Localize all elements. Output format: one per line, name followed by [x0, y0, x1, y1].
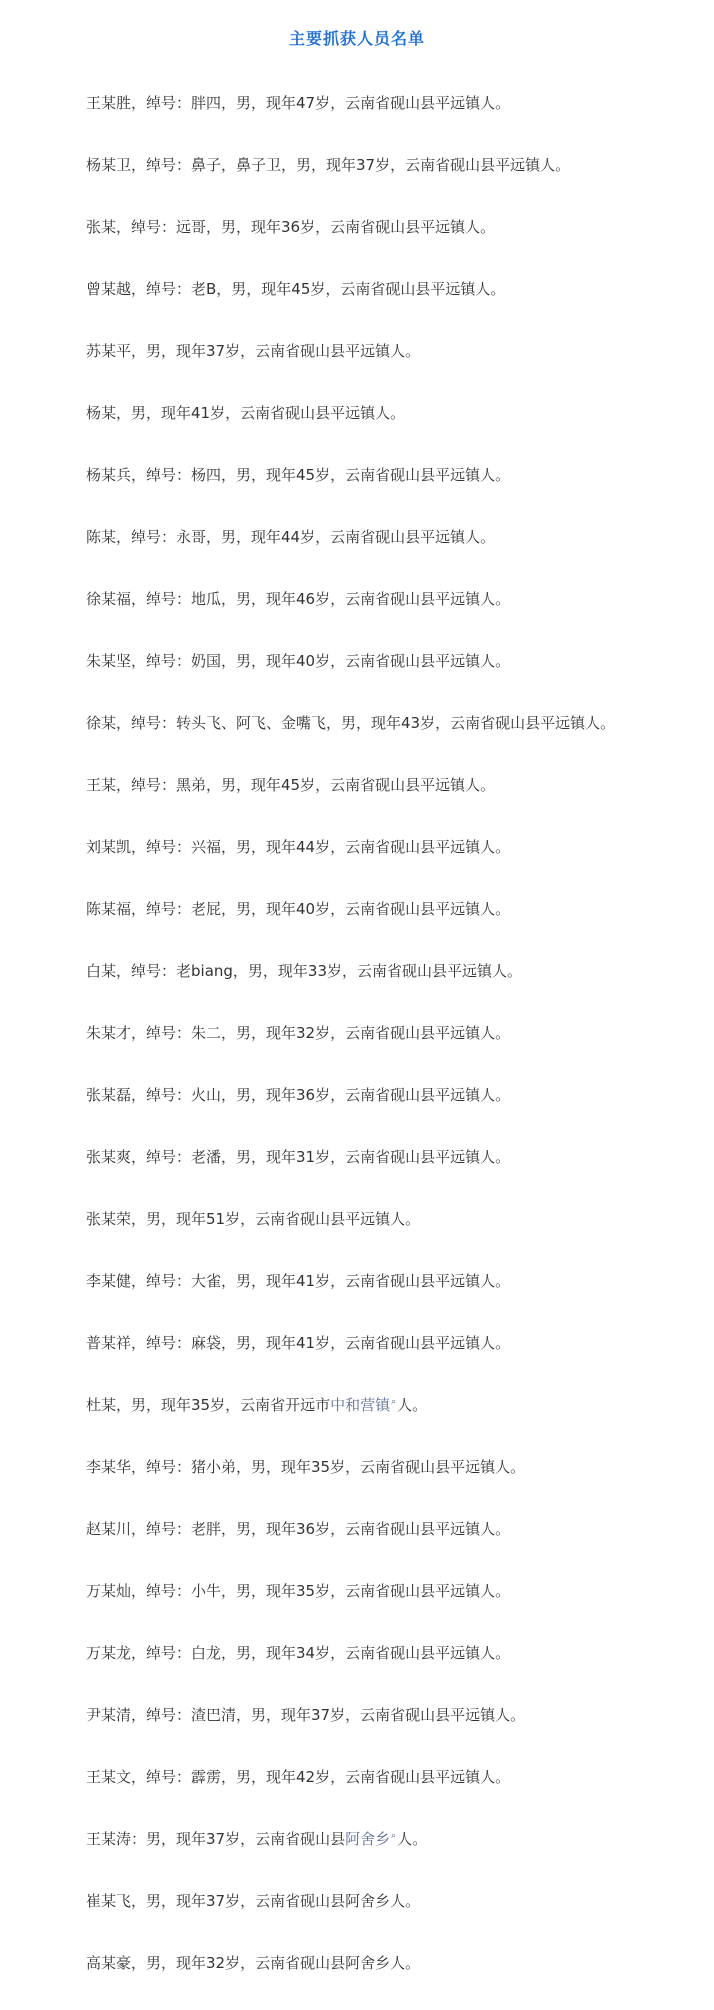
- entry-text: 李某华，绰号：猪小弟，男，现年35岁，云南省砚山县平远镇人。: [86, 1458, 526, 1476]
- entry-text: 王某文，绰号：霹雳，男，现年42岁，云南省砚山县平远镇人。: [86, 1768, 511, 1786]
- list-item: [86, 956, 714, 1018]
- entry-text-suffix: 人。: [397, 1396, 428, 1414]
- entry-text: 刘某凯，绰号：兴福，男，现年44岁，云南省砚山县平远镇人。: [86, 838, 511, 856]
- entry-text: 杨某兵，绰号：杨四，男，现年45岁，云南省砚山县平远镇人。: [86, 466, 511, 484]
- list-item: [86, 894, 714, 956]
- list-item: [86, 150, 714, 212]
- list-item: [86, 1514, 714, 1576]
- list-item: [86, 1762, 714, 1824]
- search-icon[interactable]: ⌕: [391, 1397, 397, 1407]
- entry-text: 高某豪，男，现年32岁，云南省砚山县阿舍乡人。: [86, 1954, 421, 1972]
- entry-text: 普某祥，绰号：麻袋，男，现年41岁，云南省砚山县平远镇人。: [86, 1334, 511, 1352]
- entry-text: 赵某川，绰号：老胖，男，现年36岁，云南省砚山县平远镇人。: [86, 1520, 511, 1538]
- list-item: [86, 212, 714, 274]
- list-item: [86, 1142, 714, 1204]
- list-item: [86, 398, 714, 460]
- list-item: [86, 1886, 714, 1948]
- entry-text: 万某灿，绰号：小牛，男，现年35岁，云南省砚山县平远镇人。: [86, 1582, 511, 1600]
- list-item: [86, 1018, 714, 1080]
- list-item: [86, 1948, 714, 2010]
- list-item: [86, 584, 714, 646]
- list-item: [86, 770, 714, 832]
- place-link[interactable]: 阿舍乡: [345, 1830, 391, 1848]
- list-item: [86, 460, 714, 522]
- entry-text: 杜某，男，现年35岁，云南省开远市: [86, 1396, 331, 1414]
- entry-text: 杨某卫，绰号：鼻子，鼻子卫，男，现年37岁，云南省砚山县平远镇人。: [86, 156, 571, 174]
- entry-text: 朱某坚，绰号：奶国，男，现年40岁，云南省砚山县平远镇人。: [86, 652, 511, 670]
- entry-text: 陈某福，绰号：老屁，男，现年40岁，云南省砚山县平远镇人。: [86, 900, 511, 918]
- entry-text: 崔某飞，男，现年37岁，云南省砚山县阿舍乡人。: [86, 1892, 421, 1910]
- list-item: [86, 1824, 714, 1886]
- entry-text: 尹某清，绰号：渣巴清，男，现年37岁，云南省砚山县平远镇人。: [86, 1706, 526, 1724]
- entry-text: 李某健，绰号：大雀，男，现年41岁，云南省砚山县平远镇人。: [86, 1272, 511, 1290]
- entry-text: 徐某，绰号：转头飞、阿飞、金嘴飞，男，现年43岁，云南省砚山县平远镇人。: [86, 714, 616, 732]
- entry-text: 张某磊，绰号：火山，男，现年36岁，云南省砚山县平远镇人。: [86, 1086, 511, 1104]
- entry-text: 苏某平，男，现年37岁，云南省砚山县平远镇人。: [86, 342, 421, 360]
- entry-text: 徐某福，绰号：地瓜，男，现年46岁，云南省砚山县平远镇人。: [86, 590, 511, 608]
- page-title: 主要抓获人员名单: [288, 29, 425, 48]
- entry-text: 张某，绰号：远哥，男，现年36岁，云南省砚山县平远镇人。: [86, 218, 496, 236]
- list-item: [86, 646, 714, 708]
- entry-text: 张某荣，男，现年51岁，云南省砚山县平远镇人。: [86, 1210, 421, 1228]
- entry-text: 陈某，绰号：永哥，男，现年44岁，云南省砚山县平远镇人。: [86, 528, 496, 546]
- list-item: [86, 1390, 714, 1452]
- place-link[interactable]: 中和营镇: [330, 1396, 391, 1414]
- entry-text: 杨某，男，现年41岁，云南省砚山县平远镇人。: [86, 404, 406, 422]
- list-item: [86, 522, 714, 584]
- entry-text: 万某龙，绰号：白龙，男，现年34岁，云南省砚山县平远镇人。: [86, 1644, 511, 1662]
- list-item: [86, 832, 714, 894]
- list-item: [86, 1576, 714, 1638]
- entry-text: 朱某才，绰号：朱二，男，现年32岁，云南省砚山县平远镇人。: [86, 1024, 511, 1042]
- list-item: [86, 1328, 714, 1390]
- entry-text: 王某胜，绰号：胖四，男，现年47岁，云南省砚山县平远镇人。: [86, 94, 511, 112]
- entry-text: 白某，绰号：老biang，男，现年33岁，云南省砚山县平远镇人。: [86, 962, 522, 980]
- entry-text: 曾某越，绰号：老B，男，现年45岁，云南省砚山县平远镇人。: [86, 280, 506, 298]
- entry-text: 王某涛：男，现年37岁，云南省砚山县: [86, 1830, 346, 1848]
- entry-text: 王某，绰号：黑弟，男，现年45岁，云南省砚山县平远镇人。: [86, 776, 496, 794]
- list-item: [86, 274, 714, 336]
- list-item: [86, 1204, 714, 1266]
- list-item: [86, 1700, 714, 1762]
- name-list: [86, 88, 714, 2010]
- list-item: [86, 336, 714, 398]
- entry-text-suffix: 人。: [397, 1830, 428, 1848]
- entry-text: 张某爽，绰号：老潘，男，现年31岁，云南省砚山县平远镇人。: [86, 1148, 511, 1166]
- list-item: [86, 88, 714, 150]
- list-item: [86, 1452, 714, 1514]
- search-icon[interactable]: ⌕: [391, 1831, 397, 1841]
- list-item: [86, 708, 714, 770]
- list-item: [86, 1080, 714, 1142]
- list-item: [86, 1638, 714, 1700]
- list-item: [86, 1266, 714, 1328]
